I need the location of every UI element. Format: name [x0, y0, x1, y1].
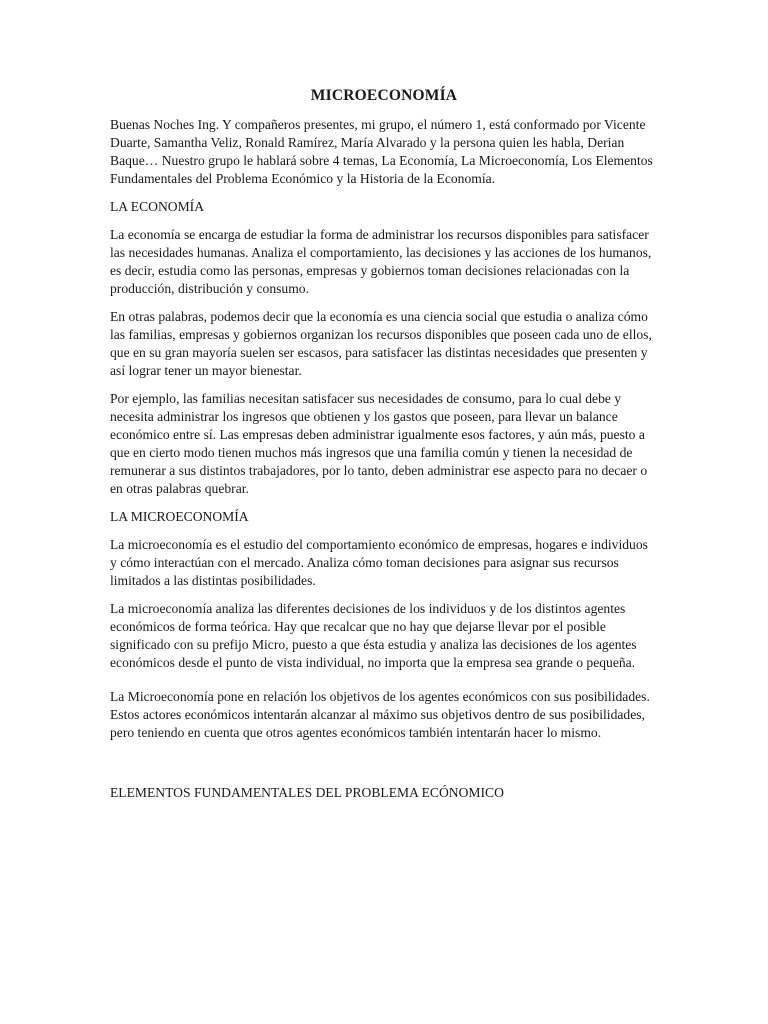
paragraph-economia-1: La economía se encarga de estudiar la forma de administrar los recursos disponibles para satisfacer las necesidades humanas. Analiza el comportamiento, las decisiones y las acciones de los humanos, es decir, estudia como las personas, empresas y gobiernos toman decisiones relacionadas con la producción, distribución y consumo.: [110, 227, 652, 296]
section-heading-economia: LA ECONOMÍA: [110, 199, 205, 214]
section-heading-elementos: ELEMENTOS FUNDAMENTALES DEL PROBLEMA ECÓNOMICO: [110, 785, 504, 800]
document-page: [110, 86, 658, 812]
paragraph-microeconomia-1: La microeconomía es el estudio del comportamiento económico de empresas, hogares e individuos y cómo interactúan con el mercado. Analiza cómo toman decisiones para asignar sus recursos limitados a las distintas posibilidades.: [110, 537, 648, 588]
document-title: MICROECONOMÍA: [310, 87, 458, 104]
paragraph-microeconomia-3: La Microeconomía pone en relación los objetivos de los agentes económicos con sus posibilidades. Estos actores económicos intentarán alcanzar al máximo sus objetivos dentro de sus posibilidades, pero teniendo en cuenta que otros agentes económicos también intentarán hacer lo mismo.: [110, 689, 650, 740]
intro-paragraph: Buenas Noches Ing. Y compañeros presentes, mi grupo, el número 1, está conformado por Vicente Duarte, Samantha Veliz, Ronald Ramírez, María Alvarado y la persona quien les habla, Derian Baque… Nuestro grupo le hablará sobre 4 temas, La Economía, La Microeconomía, Los Elementos Fundamentales del Problema Económico y la Historia de la Economía.: [110, 117, 653, 186]
paragraph-microeconomia-2: La microeconomía analiza las diferentes decisiones de los individuos y de los distintos agentes económicos de forma teórica. Hay que recalcar que no hay que dejarse llevar por el posible significado con su prefijo Micro, puesto a que ésta estudia y analiza las decisiones de los agentes económicos desde el punto de vista individual, no importa que la empresa sea grande o pequeña.: [110, 601, 637, 670]
paragraph-economia-2: En otras palabras, podemos decir que la economía es una ciencia social que estudia o analiza cómo las familias, empresas y gobiernos organizan los recursos disponibles que poseen cada uno de ellos, que en su gran mayoría suelen ser escasos, para satisfacer las distintas necesidades que presenten y así lograr tener un mayor bienestar.: [110, 309, 652, 378]
section-heading-microeconomia: LA MICROECONOMÍA: [110, 509, 249, 524]
paragraph-economia-3: Por ejemplo, las familias necesitan satisfacer sus necesidades de consumo, para lo cual debe y necesita administrar los ingresos que obtienen y los gastos que poseen, para llevar un balance económico entre sí. Las empresas deben administrar igualmente esos factores, y aún más, puesto a que en cierto modo tienen muchos más ingresos que una familia común y tienen la necesidad de remunerar a sus distintos trabajadores, por lo tanto, deben administrar ese aspecto para no decaer o en otras palabras quebrar.: [110, 391, 648, 496]
